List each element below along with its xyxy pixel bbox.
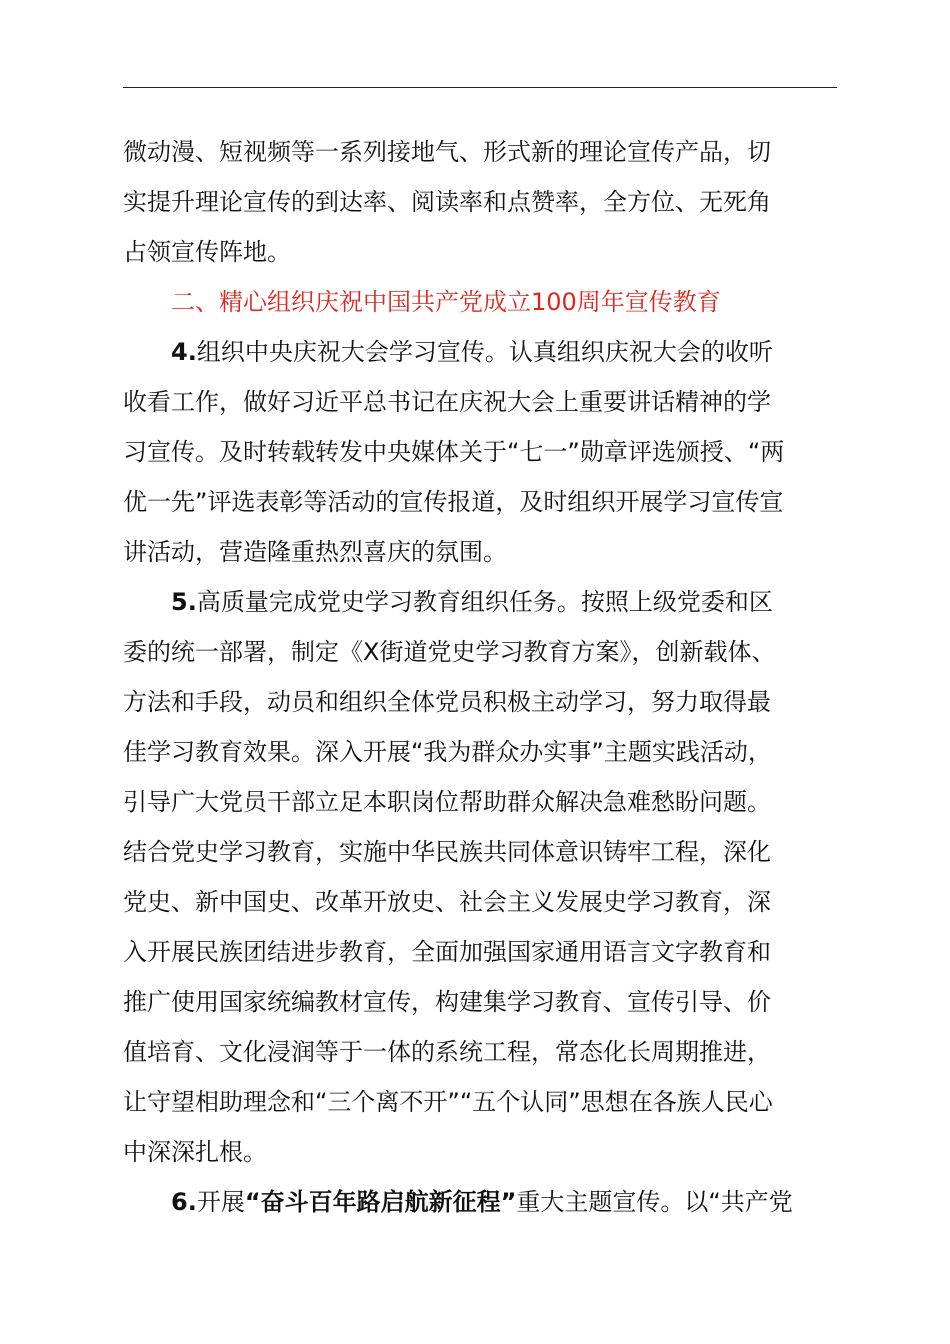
line-text: 微动漫、短视频等一系列接地气、形式新的理论宣传产品，切 [123, 137, 771, 166]
text-line [123, 724, 837, 774]
line-text: 收看工作，做好习近平总书记在庆祝大会上重要讲话精神的学 [123, 387, 771, 416]
line-text: 结合党史学习教育，实施中华民族共同体意识铸牢工程，深化 [123, 837, 771, 866]
line-text: 入开展民族团结进步教育，全面加强国家通用语言文字教育和 [123, 937, 771, 966]
text-line [123, 424, 837, 474]
line-text: 推广使用国家统编教材宣传，构建集学习教育、宣传引导、价 [123, 987, 771, 1016]
line-text: 值培育、文化浸润等于一体的系统工程，常态化长周期推进， [123, 1037, 771, 1066]
text-line [123, 524, 837, 574]
line-text: 实提升理论宣传的到达率、阅读率和点赞率，全方位、无死角 [123, 187, 771, 216]
text-line [123, 224, 837, 274]
text-line [123, 124, 837, 174]
text-line [123, 1124, 837, 1174]
text-line [123, 1024, 837, 1074]
item-number: 4. [171, 337, 197, 366]
line-text: 方法和手段，动员和组织全体党员积极主动学习，努力取得最 [123, 687, 771, 716]
paragraph-start [123, 574, 837, 624]
item-number: 6. [171, 1187, 197, 1216]
line-text: 讲活动，营造隆重热烈喜庆的氛围。 [123, 537, 507, 566]
text-line [123, 174, 837, 224]
text-line [123, 974, 837, 1024]
paragraph-start [123, 1174, 837, 1224]
text-line [123, 624, 837, 674]
theme-title: “奋斗百年路启航新征程” [244, 1187, 517, 1216]
line-text: 让守望相助理念和“三个离不开”“五个认同”思想在各族人民心 [123, 1087, 773, 1116]
text-line [123, 874, 837, 924]
text-line [123, 924, 837, 974]
heading-text: 二、精心组织庆祝中国共产党成立100周年宣传教育 [171, 287, 721, 316]
paragraph-start [123, 324, 837, 374]
line-text: 习宣传。及时转载转发中央媒体关于“七一”勋章评选颁授、“两 [123, 437, 785, 466]
line-text: 引导广大党员干部立足本职岗位帮助群众解决急难愁盼问题。 [123, 787, 771, 816]
line-text: 开展 [196, 1187, 245, 1216]
header-rule [123, 87, 837, 88]
line-text: 占领宣传阵地。 [123, 237, 291, 266]
text-line [123, 1074, 837, 1124]
line-text: 党史、新中国史、改革开放史、社会主义发展史学习教育，深 [123, 887, 771, 916]
body-text [123, 124, 837, 1224]
line-text: 组织中央庆祝大会学习宣传。认真组织庆祝大会的收听 [196, 337, 773, 366]
line-text: 高质量完成党史学习教育组织任务。按照上级党委和区 [196, 587, 773, 616]
text-line [123, 774, 837, 824]
line-text: 优一先”评选表彰等活动的宣传报道，及时组织开展学习宣传宣 [123, 487, 784, 516]
line-text: 佳学习教育效果。深入开展“我为群众办实事”主题实践活动， [123, 737, 772, 766]
line-text: 中深深扎根。 [123, 1137, 267, 1166]
text-line [123, 674, 837, 724]
text-line [123, 824, 837, 874]
line-text: 委的统一部署，制定《X街道党史学习教育方案》，创新载体、 [123, 637, 776, 666]
item-number: 5. [171, 587, 197, 616]
text-line [123, 474, 837, 524]
text-line [123, 374, 837, 424]
section-heading [123, 274, 837, 324]
line-text: 重大主题宣传。以“共产党 [516, 1187, 793, 1216]
